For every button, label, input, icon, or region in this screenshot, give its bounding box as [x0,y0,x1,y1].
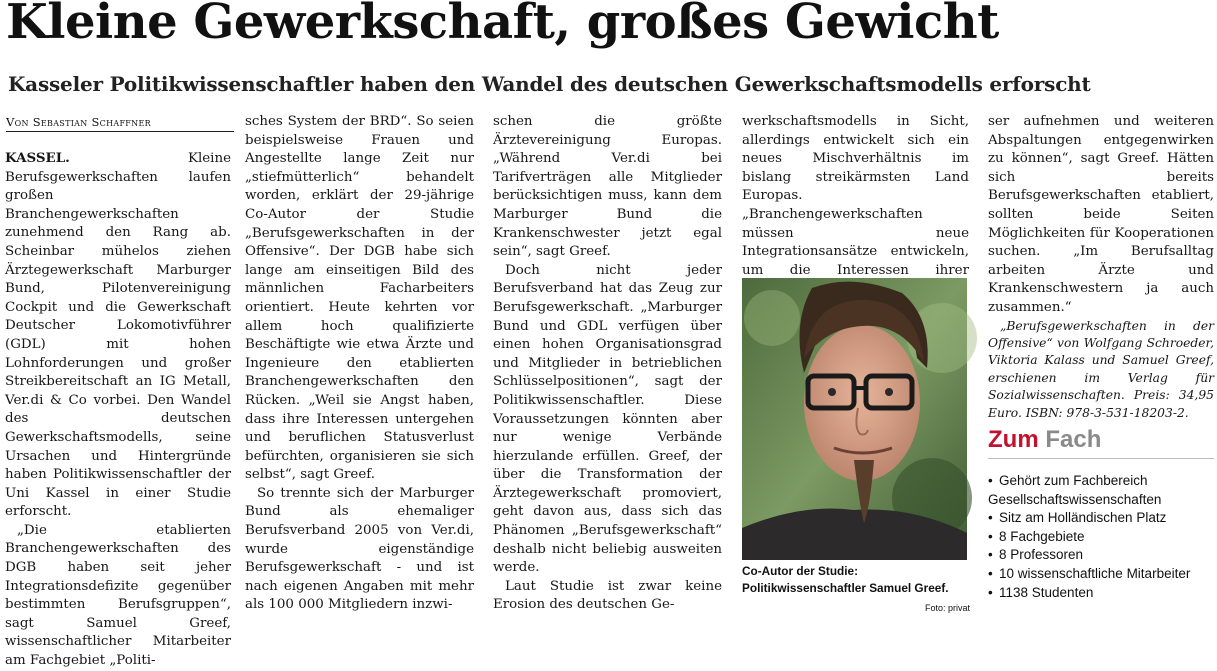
dateline: KASSEL. [5,150,70,166]
byline: Von Sebastian Schaffner [6,115,234,132]
paragraph: sches System der BRD“. So seien beispielsweise Frauen und Angestellte lange Zeit nur „stiefmütterlich“ behandelt worden, erklärt der 29-jährige Co-Autor der Studie „Berufsgewerkschaften in der Offensive“. Der DGB habe sich lange am einseitigen Bild des männlichen Facharbeiters orientiert. Heute kehrten vor allem hoch qualifizierte Beschäftigte wie etwa Ärzte und Ingenieure den etablierten Branchengewerkschaften den Rücken. „Weil sie Angst haben, dass ihre Interessen untergehen und beruflichen Statusverlust befürchten, organisieren sie sich selbst“, sagt Greef. [245,114,474,483]
portrait-photo [742,278,967,560]
list-item-text: Sitz am Holländischen Platz [999,510,1167,526]
bullet-icon: • [988,584,993,600]
bullet-icon: • [988,547,993,563]
list-item [988,528,1216,547]
article-column-1 [5,149,231,669]
bullet-icon: • [988,565,993,581]
bullet-icon: • [988,473,993,488]
heading-part-red: Zum [988,426,1039,453]
photo-caption [742,563,970,617]
paragraph [5,149,231,522]
list-item-text: 10 wissenschaftliche Mitarbeiter [999,565,1191,581]
bullet-icon: • [988,510,993,526]
list-item [988,546,1216,565]
paragraph: Laut Studie ist zwar keine Erosion des deutschen Ge- [493,578,722,613]
book-reference: „Berufsgewerkschaften in der Offensive“ von Wolfgang Schroeder, Viktoria Kalass und Samuel Greef, erschienen im Verlag für Sozialwissenschaften. Preis: 34,95 Euro. ISBN: 978-3-531-18203-2. [988,318,1214,420]
list-item [988,472,1216,509]
bullet-icon: • [988,528,993,544]
paragraph: ser aufnehmen und weiteren Abspaltungen entgegenwirken zu können“, sagt Greef. Hätten sich bereits Berufsgewerkschaften etabliert, sollten beide Seiten Möglichkeiten für Kooperationen suchen. „Im Berufsalltag arbeiten Ärzte und Krankenschwestern ja auch zusammen.“ [988,114,1214,315]
paragraph: werkschaftsmodells in Sicht, allerdings entwickelt sich ein neues Mischverhältnis im bislang streikärmsten Land Europas. „Branchengewerkschaften müssen neue Integrationsansätze entwickeln, um die Interessen ihrer [742,114,969,278]
list-item [988,584,1216,603]
zum-fach-heading [988,426,1214,459]
column-text [742,113,969,278]
paragraph: Doch nicht jeder Berufsverband hat das Zeug zur Berufsgewerkschaft. „Marburger Bund und GDL verfügen über einen hohen Organisationsgrad und Mitglieder in betrieblichen Schlüsselpositionen“, sagt der Politikwissenschaftler. Diese Voraussetzungen könnten aber nur wenige Verbände hierzulande erfüllen. Greef, der über die Transformation der Ärztegewerkschaft promoviert, geht davon aus, dass sich das Phänomen „Berufsgewerkschaft“ deshalb nicht beliebig ausweiten werde. [493,262,722,576]
paragraph: schen die größte Ärztevereinigung Europas. „Während Ver.di bei Tarifverträgen alle Mitglieder berücksichtigen muss, kann dem Marburger Bund die Krankenschwester jetzt egal sein“, sagt Greef. [493,114,722,260]
paragraph: „Die etablierten Branchengewerkschaften des DGB haben seit jeher Integrationsdefizite gegenüber bestimmten Berufsgruppen“, sagt Samuel Greef, wissenschaftlicher Mitarbeiter am Fachgebiet „Politi- [5,522,231,669]
list-item-text: Gehört zum Fachbereich Gesellschaftswissenschaften [988,473,1162,507]
headline: Kleine Gewerkschaft, großes Gewicht [6,0,999,50]
facts-list [988,472,1216,602]
photo-credit: Foto: privat [924,603,970,613]
list-item-text: 1138 Studenten [999,584,1094,600]
paragraph-text: Kleine Berufsgewerkschaften laufen großen Branchengewerkschaften zunehmend den Rang ab. Scheinbar mühelos ziehen Ärztegewerkschaft Marburger Bund, Pilotenvereinigung Cockpit und die Gewerkschaft Deutscher Lokomotivführer (GDL) mit hohen Lohnforderungen und großer Streikbereitschaft an IG Metall, Ver.di & Co vorbei. Den Wandel des deutschen Gewerkschaftsmodells, seine Ursachen und Hintergründe haben Politikwissenschaftler der Uni Kassel in einer Studie erforscht. [5,151,231,520]
list-item [988,565,1216,584]
paragraph: So trennte sich der Marburger Bund als ehemaliger Berufsverband 2005 von Ver.di, wurde eigenständige Berufsgewerkschaft - und ist nach eigenen Angaben mit mehr als 100 000 Mitgliedern inzwi- [245,485,474,613]
list-item-text: 8 Fachgebiete [999,528,1085,544]
heading-part-gray: Fach [1045,426,1102,453]
list-item-text: 8 Professoren [999,547,1084,563]
list-item [988,509,1216,528]
subheadline: Kasseler Politikwissenschaftler haben den Wandel des deutschen Gewerkschaftsmodells erforscht [8,72,1091,96]
article-column-3 [493,113,722,613]
portrait-image [742,278,967,560]
article-column-2 [245,113,474,613]
caption-text: Co-Autor der Studie: Politikwissenschaftler Samuel Greef. [742,564,949,595]
